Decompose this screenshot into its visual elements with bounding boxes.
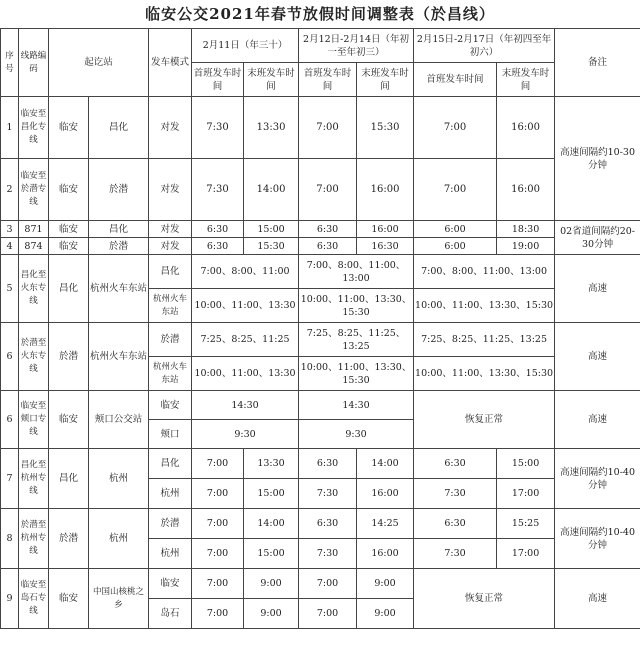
- time-cell: 16:00: [497, 159, 555, 221]
- time-cell: 15:00: [244, 539, 299, 569]
- time-cell: 15:00: [497, 449, 555, 479]
- mode-cell: 对发: [149, 238, 192, 255]
- times-cell: 10:00、11:00、13:30: [192, 357, 299, 391]
- mode-cell: 对发: [149, 221, 192, 238]
- times-cell: 7:25、8:25、11:25、13:25: [414, 323, 555, 357]
- time-cell: 7:30: [299, 539, 357, 569]
- line-cell: 於潜至火东专线: [19, 323, 49, 391]
- table-row: [1, 323, 640, 357]
- line-cell: 874: [19, 238, 49, 255]
- seq-cell: 2: [1, 159, 19, 221]
- to-cell: 杭州: [89, 449, 149, 509]
- table-row: [1, 159, 640, 221]
- time-cell: 6:00: [414, 221, 497, 238]
- time-cell: 6:30: [299, 449, 357, 479]
- line-cell: 临安至昌化专线: [19, 97, 49, 159]
- header-period-1: 2月11日（年三十）: [192, 29, 299, 63]
- times-cell: 14:30: [299, 391, 414, 420]
- times-cell: 7:00、8:00、11:00: [192, 255, 299, 289]
- times-cell: 9:30: [299, 420, 414, 449]
- page-title: 临安公交2021年春节放假时间调整表（於昌线）: [145, 5, 495, 23]
- time-cell: 7:30: [192, 97, 244, 159]
- header-first-1: 首班发车时间: [192, 63, 244, 97]
- to-cell: 昌化: [89, 97, 149, 159]
- times-cell: 10:00、11:00、13:30、15:30: [414, 357, 555, 391]
- remark-cell: 高速: [555, 255, 640, 323]
- time-cell: 6:30: [414, 509, 497, 539]
- time-cell: 6:30: [299, 238, 357, 255]
- remark-cell: 高速间隔约10-40分钟: [555, 449, 640, 509]
- time-cell: 18:30: [497, 221, 555, 238]
- remark-cell: 02省道间隔约20-30分钟: [555, 221, 640, 255]
- to-cell: 杭州火车东站: [89, 255, 149, 323]
- line-cell: 临安至颊口专线: [19, 391, 49, 449]
- table-row: [1, 255, 640, 289]
- table-row: [1, 391, 640, 420]
- from-cell: 於潜: [49, 509, 89, 569]
- time-cell: 16:00: [497, 97, 555, 159]
- mode-cell: 对发: [149, 159, 192, 221]
- time-cell: 16:00: [357, 221, 414, 238]
- from-cell: 临安: [49, 238, 89, 255]
- time-cell: 7:00: [414, 97, 497, 159]
- stop-cell: 杭州: [149, 539, 192, 569]
- from-cell: 於潜: [49, 323, 89, 391]
- time-cell: 14:25: [357, 509, 414, 539]
- time-cell: 6:30: [192, 221, 244, 238]
- time-cell: 13:30: [244, 449, 299, 479]
- header-seq: 序号: [1, 29, 19, 97]
- time-cell: 7:00: [299, 599, 357, 629]
- remark-cell: 高速: [555, 569, 640, 629]
- time-cell: 6:00: [414, 238, 497, 255]
- table-row: [1, 97, 640, 159]
- time-cell: 6:30: [414, 449, 497, 479]
- time-cell: 7:30: [299, 479, 357, 509]
- line-cell: 昌化至火东专线: [19, 255, 49, 323]
- time-cell: 14:00: [244, 509, 299, 539]
- table-row: [1, 238, 640, 255]
- seq-cell: 1: [1, 97, 19, 159]
- resume-cell: 恢复正常: [414, 569, 555, 629]
- from-cell: 临安: [49, 391, 89, 449]
- from-cell: 昌化: [49, 449, 89, 509]
- time-cell: 7:00: [299, 569, 357, 599]
- time-cell: 17:00: [497, 539, 555, 569]
- time-cell: 16:00: [357, 479, 414, 509]
- time-cell: 7:00: [192, 569, 244, 599]
- to-cell: 於潜: [89, 238, 149, 255]
- time-cell: 9:00: [244, 569, 299, 599]
- times-cell: 7:25、8:25、11:25、13:25: [299, 323, 414, 357]
- remark-cell: 高速间隔约10-40分钟: [555, 509, 640, 569]
- times-cell: 7:00、8:00、11:00、13:00: [414, 255, 555, 289]
- table-row: [1, 221, 640, 238]
- remark-cell: 高速间隔约10-30分钟: [555, 97, 640, 221]
- stop-cell: 临安: [149, 391, 192, 420]
- header-last-2: 末班发车时间: [357, 63, 414, 97]
- seq-cell: 5: [1, 255, 19, 323]
- time-cell: 13:30: [244, 97, 299, 159]
- time-cell: 9:00: [357, 569, 414, 599]
- time-cell: 7:00: [299, 159, 357, 221]
- time-cell: 14:00: [244, 159, 299, 221]
- time-cell: 7:30: [192, 159, 244, 221]
- time-cell: 7:00: [192, 449, 244, 479]
- to-cell: 杭州: [89, 509, 149, 569]
- stop-cell: 杭州火车东站: [149, 357, 192, 391]
- times-cell: 7:00、8:00、11:00、13:00: [299, 255, 414, 289]
- time-cell: 19:00: [497, 238, 555, 255]
- time-cell: 7:00: [192, 479, 244, 509]
- line-cell: 临安至岛石专线: [19, 569, 49, 629]
- time-cell: 7:00: [299, 97, 357, 159]
- header-stations: 起讫站: [49, 29, 149, 97]
- header-last-1: 末班发车时间: [244, 63, 299, 97]
- time-cell: 6:30: [299, 221, 357, 238]
- stop-cell: 岛石: [149, 599, 192, 629]
- time-cell: 7:00: [192, 599, 244, 629]
- header-last-3: 末班发车时间: [497, 63, 555, 97]
- time-cell: 7:30: [414, 539, 497, 569]
- from-cell: 临安: [49, 97, 89, 159]
- resume-cell: 恢复正常: [414, 391, 555, 449]
- timetable: [0, 28, 640, 629]
- times-cell: 14:30: [192, 391, 299, 420]
- mode-cell: 对发: [149, 97, 192, 159]
- remark-cell: 高速: [555, 323, 640, 391]
- from-cell: 临安: [49, 221, 89, 238]
- seq-cell: 8: [1, 509, 19, 569]
- to-cell: 於潜: [89, 159, 149, 221]
- line-cell: 昌化至杭州专线: [19, 449, 49, 509]
- table-row: [1, 569, 640, 599]
- time-cell: 7:00: [192, 509, 244, 539]
- stop-cell: 杭州火车东站: [149, 289, 192, 323]
- time-cell: 16:00: [357, 539, 414, 569]
- time-cell: 6:30: [192, 238, 244, 255]
- seq-cell: 4: [1, 238, 19, 255]
- stop-cell: 於潜: [149, 323, 192, 357]
- remark-cell: 高速: [555, 391, 640, 449]
- seq-cell: 6: [1, 323, 19, 391]
- stop-cell: 颊口: [149, 420, 192, 449]
- times-cell: 10:00、11:00、13:30、15:30: [299, 357, 414, 391]
- stop-cell: 昌化: [149, 449, 192, 479]
- to-cell: 杭州火车东站: [89, 323, 149, 391]
- stop-cell: 临安: [149, 569, 192, 599]
- header-first-2: 首班发车时间: [299, 63, 357, 97]
- header-period-2: 2月12日-2月14日（年初一至年初三）: [299, 29, 414, 63]
- times-cell: 10:00、11:00、13:30、15:30: [299, 289, 414, 323]
- times-cell: 10:00、11:00、13:30、15:30: [414, 289, 555, 323]
- times-cell: 7:25、8:25、11:25: [192, 323, 299, 357]
- time-cell: 9:00: [357, 599, 414, 629]
- line-cell: 於潜至杭州专线: [19, 509, 49, 569]
- times-cell: 9:30: [192, 420, 299, 449]
- header-first-3: 首班发车时间: [414, 63, 497, 97]
- to-cell: 昌化: [89, 221, 149, 238]
- time-cell: 7:00: [192, 539, 244, 569]
- time-cell: 15:00: [244, 221, 299, 238]
- seq-cell: 3: [1, 221, 19, 238]
- time-cell: 15:30: [244, 238, 299, 255]
- seq-cell: 7: [1, 449, 19, 509]
- time-cell: 16:30: [357, 238, 414, 255]
- table-row: [1, 449, 640, 479]
- time-cell: 9:00: [244, 599, 299, 629]
- to-cell: 颊口公交站: [89, 391, 149, 449]
- time-cell: 17:00: [497, 479, 555, 509]
- stop-cell: 於潜: [149, 509, 192, 539]
- time-cell: 15:25: [497, 509, 555, 539]
- time-cell: 7:30: [414, 479, 497, 509]
- times-cell: 10:00、11:00、13:30: [192, 289, 299, 323]
- stop-cell: 昌化: [149, 255, 192, 289]
- time-cell: 14:00: [357, 449, 414, 479]
- header-remark: 备注: [555, 29, 640, 97]
- from-cell: 昌化: [49, 255, 89, 323]
- to-cell: 中国山核桃之乡: [89, 569, 149, 629]
- seq-cell: 6: [1, 391, 19, 449]
- time-cell: 7:00: [414, 159, 497, 221]
- time-cell: 15:00: [244, 479, 299, 509]
- seq-cell: 9: [1, 569, 19, 629]
- header-period-3: 2月15日-2月17日（年初四至年初六）: [414, 29, 555, 63]
- header-line-no: 线路编码: [19, 29, 49, 97]
- time-cell: 15:30: [357, 97, 414, 159]
- line-cell: 临安至於潜专线: [19, 159, 49, 221]
- header-mode: 发车模式: [149, 29, 192, 97]
- line-cell: 871: [19, 221, 49, 238]
- table-row: [1, 509, 640, 539]
- stop-cell: 杭州: [149, 479, 192, 509]
- from-cell: 临安: [49, 569, 89, 629]
- from-cell: 临安: [49, 159, 89, 221]
- time-cell: 6:30: [299, 509, 357, 539]
- time-cell: 16:00: [357, 159, 414, 221]
